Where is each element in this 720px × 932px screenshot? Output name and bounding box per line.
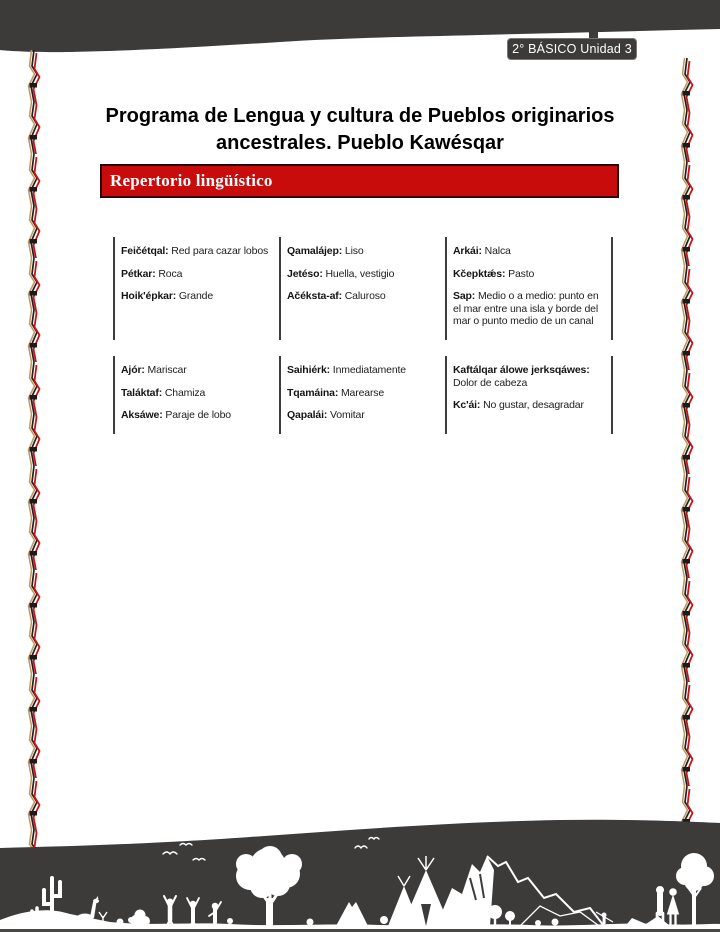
vocab-definition: Pasto (508, 267, 535, 280)
vocab-definition: Huella, vestigio (325, 267, 395, 280)
left-zigzag-border (24, 50, 46, 850)
right-zigzag-border (677, 58, 699, 828)
vocab-definition: Dolor de cabeza (453, 376, 528, 389)
vocab-row-2 (113, 356, 613, 434)
vocab-term: Qapalái: (287, 409, 328, 422)
vocab-cell (279, 356, 445, 434)
vocab-term: Qamalájep: (287, 245, 343, 257)
section-banner-label: Repertorio lingüístico (110, 171, 273, 190)
vocab-entry (453, 399, 607, 412)
vocab-entry (453, 364, 607, 389)
vocab-definition: Nalca (484, 245, 511, 257)
vocab-entry (121, 364, 275, 377)
vocab-definition: Marearse (340, 386, 385, 399)
footer-silhouette-art (0, 818, 720, 932)
vocab-entry (287, 290, 441, 303)
vocab-term: Saihiérk: (287, 364, 331, 376)
vocab-term: Feičétqal: (121, 245, 169, 257)
page-title (90, 103, 630, 157)
vocab-definition: Grande (178, 290, 214, 303)
vocab-term: Ajór: (121, 364, 145, 376)
vocab-term: Sap: (453, 290, 476, 303)
vocab-entry (121, 409, 275, 422)
vocab-term: Arkái: (453, 245, 482, 257)
vocab-definition: Caluroso (344, 290, 386, 303)
vocab-entry (287, 364, 441, 377)
vocab-entry (121, 268, 275, 281)
vocab-entry (121, 290, 275, 303)
vocab-term: Kaftálqar álowe jerksqáwes: (453, 364, 590, 376)
vocab-definition: Roca (158, 267, 183, 280)
vocab-term: Aksáwe: (121, 409, 163, 422)
vocab-row-1 (113, 237, 613, 340)
vocab-term: Taláktaf: (121, 386, 163, 399)
vocab-term: Jetéso: (287, 267, 323, 280)
vocab-term: Hoik'épkar: (121, 290, 177, 303)
vocab-definition: Paraje de lobo (165, 409, 231, 422)
vocab-definition: Inmediatamente (332, 364, 406, 376)
vocab-cell (445, 356, 613, 434)
vocab-entry (121, 245, 275, 258)
vocab-cell (445, 237, 613, 340)
page-title-line1: Programa de Lengua y cultura de Pueblos originarios (105, 105, 615, 127)
vocab-definition: Chamiza (164, 386, 206, 399)
vocab-term: Kčepktǽs: (453, 267, 506, 280)
vocab-entry (453, 268, 607, 281)
vocab-term: Kc'ái: (453, 399, 481, 412)
vocab-definition: No gustar, desagradar (483, 399, 584, 412)
vocab-definition: Medio o a medio: punto en el mar entre una isla y borde del mar o punto medio de un canal (453, 290, 599, 328)
vocab-cell (113, 237, 279, 340)
vocab-definition: Vomitar (330, 409, 365, 422)
vocab-definition: Liso (344, 245, 364, 257)
vocab-entry (287, 268, 441, 281)
unit-badge: 2° BÁSICO Unidad 3 (507, 38, 637, 60)
vocab-definition: Red para cazar lobos (171, 245, 269, 257)
section-banner (100, 164, 619, 198)
vocab-term: Pétkar: (121, 267, 156, 280)
vocab-cell (113, 356, 279, 434)
vocab-entry (453, 245, 607, 258)
vocab-entry (287, 387, 441, 400)
vocab-entry (453, 290, 607, 328)
vocab-term: Tqamáina: (287, 386, 339, 399)
vocab-cell (279, 237, 445, 340)
page-title-line2: ancestrales. Pueblo Kawésqar (216, 132, 504, 154)
vocab-entry (121, 387, 275, 400)
vocab-term: Ačéksta-af: (287, 290, 342, 303)
vocab-entry (287, 245, 441, 258)
vocab-entry (287, 409, 441, 422)
vocab-definition: Mariscar (147, 364, 187, 376)
